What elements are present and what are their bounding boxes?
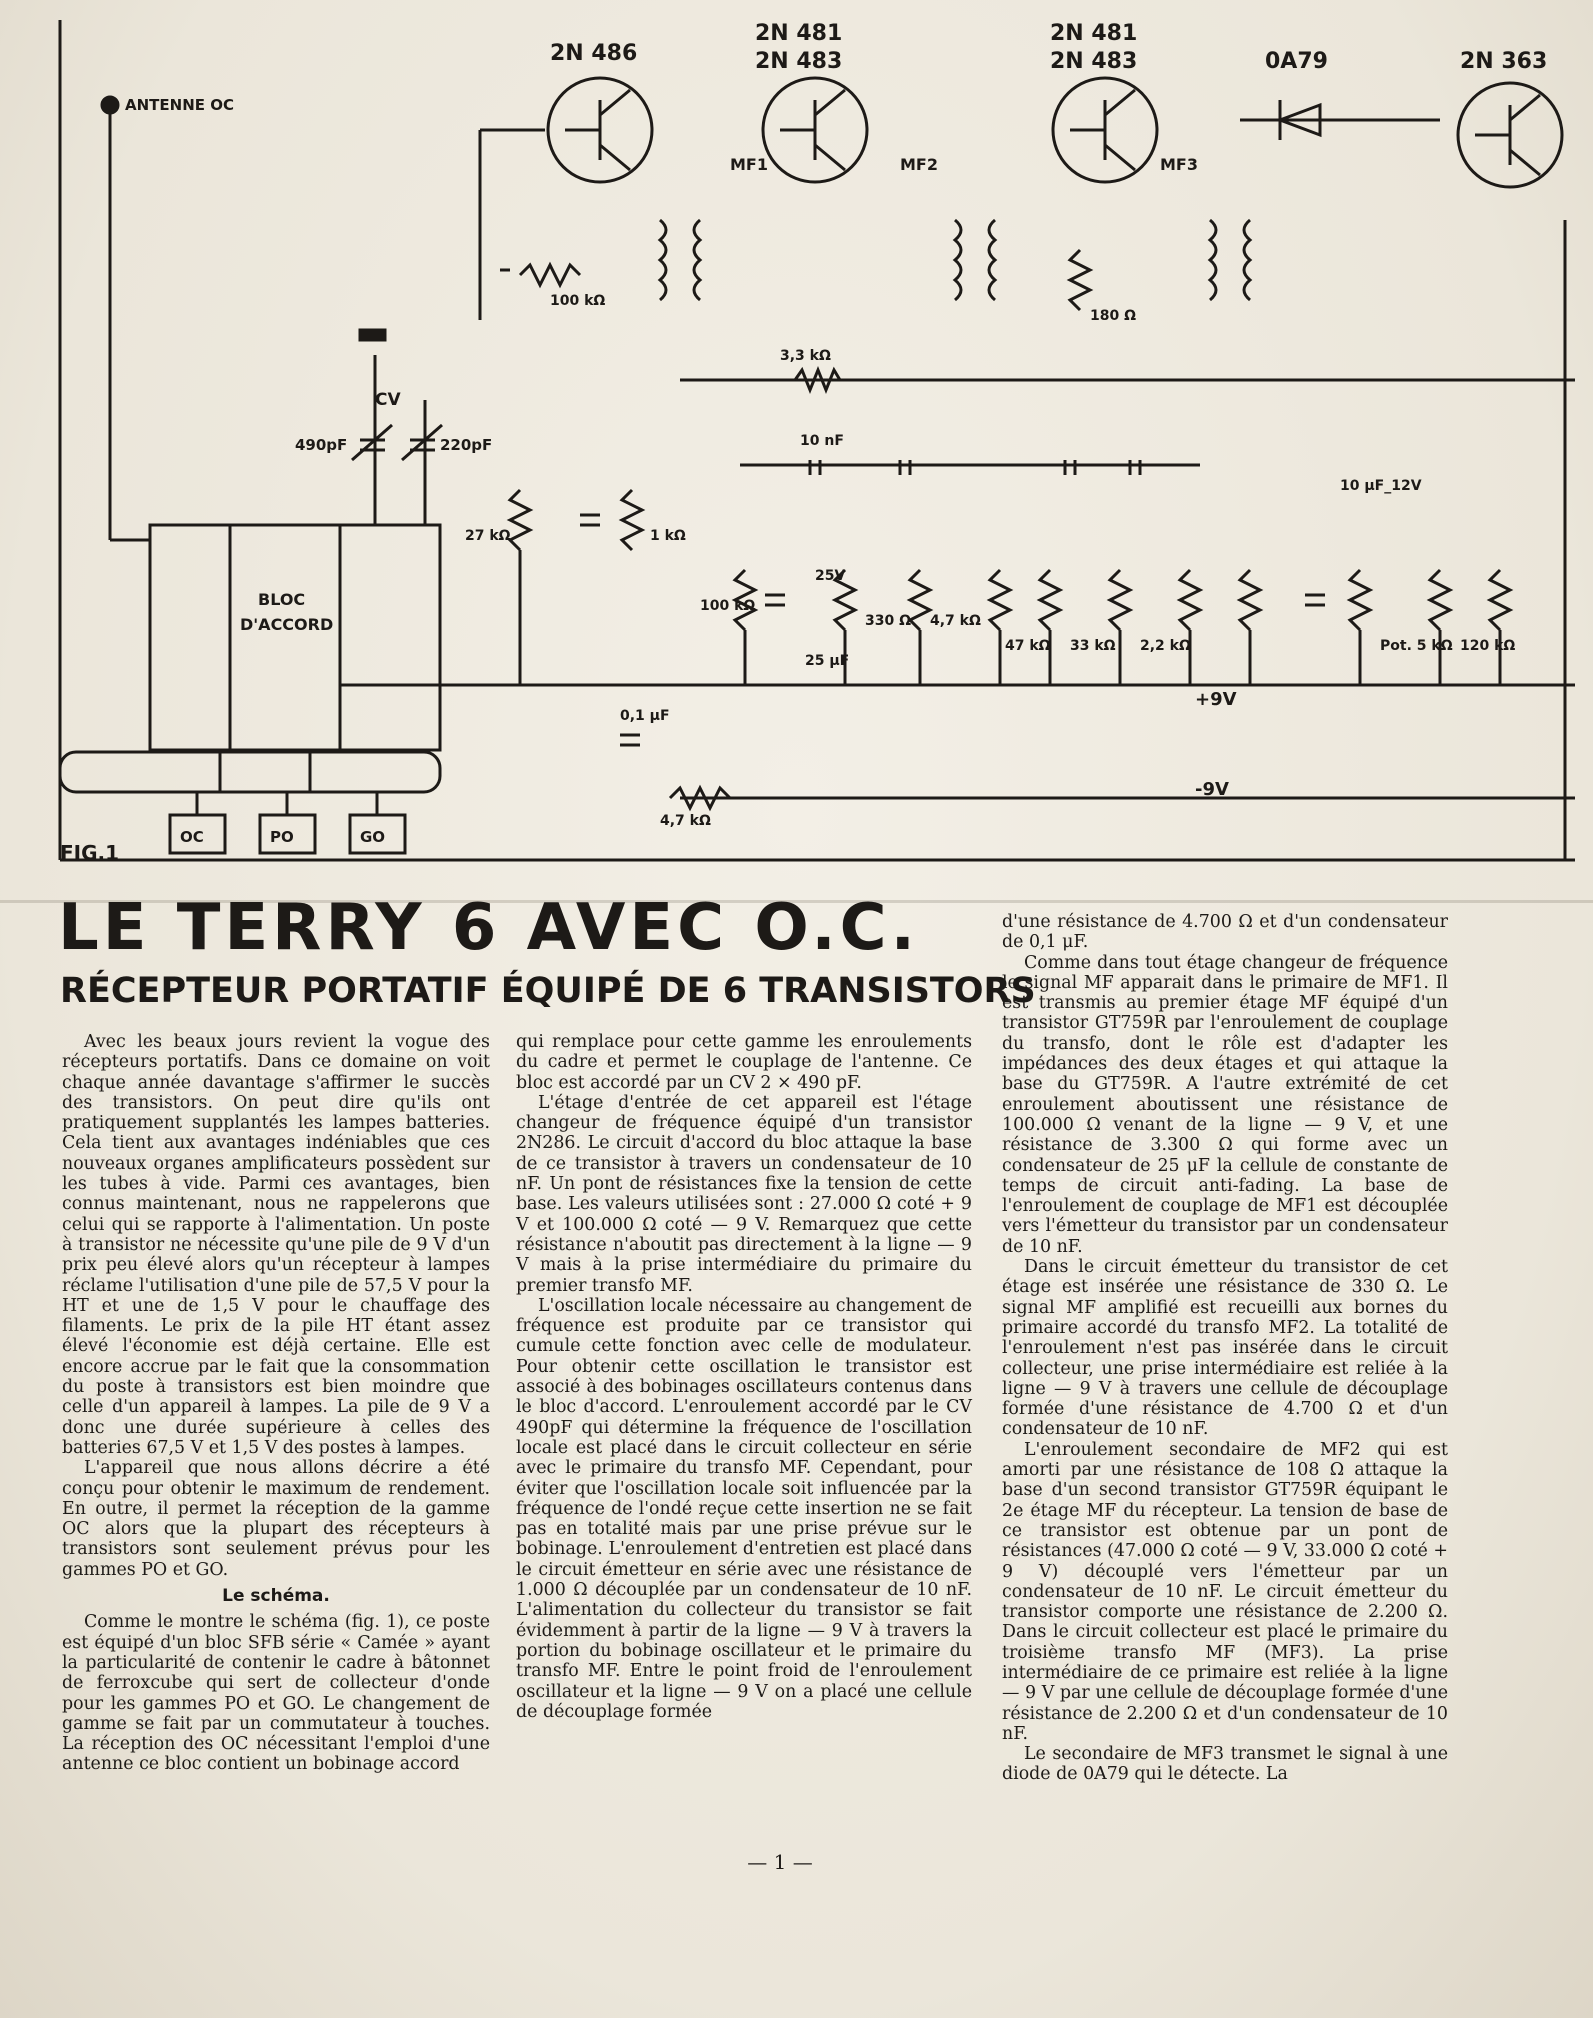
article-column-1 [62, 1032, 490, 1775]
mf1-label: MF1 [730, 155, 768, 174]
r-33k-label: 33 kΩ [1070, 638, 1116, 654]
c-25v-label: 25V [815, 568, 846, 584]
mf2-label: MF2 [900, 155, 938, 174]
c-0-1uf-label: 0,1 μF [620, 708, 670, 724]
mf3-label: MF3 [1160, 155, 1198, 174]
article-title: LE TERRY 6 AVEC O.C. [58, 891, 919, 965]
page-number: — 1 — [747, 1850, 813, 1874]
r-1k-label: 1 kΩ [650, 528, 686, 544]
r-180-label: 180 Ω [1090, 308, 1136, 324]
paragraph: Le secondaire de MF3 transmet le signal à une diode de 0A79 qui le détecte. La [1002, 1744, 1448, 1785]
minus-rail-label: -9V [1195, 779, 1229, 800]
c-25uf-label: 25 μF [805, 653, 850, 669]
r-4-7k-b-label: 4,7 kΩ [660, 813, 711, 829]
paragraph: Comme le montre le schéma (fig. 1), ce poste est équipé d'un bloc SFB série « Camée » ayant la particularité de contenir le cadre à bâtonnet de ferroxcube qui sert de collecteur d'onde pour les gammes PO et GO. Le changement de gamme se fait par un commutateur à touches. La réception des OC nécessitant l'emploi d'une antenne ce bloc contient un bobinage accord [62, 1612, 490, 1775]
bloc-label-1: BLOC [258, 590, 306, 609]
r-4-7k-label: 4,7 kΩ [930, 613, 981, 629]
cv-label: CV [375, 390, 401, 410]
paragraph: L'enroulement secondaire de MF2 qui est amorti par une résistance de 108 Ω attaque la base d'un second transistor GT759R équipant le 2e étage MF du récepteur. La tension de base de ce transistor est obtenue par un pont de résistances (47.000 Ω coté — 9 V, 33.000 Ω coté + 9 V) découplé vers l'émetteur par un condensateur de 10 nF. Le circuit émetteur du transistor comporte une résistance de 2.200 Ω. Dans le circuit collecteur est placé le primaire du troisième transfo MF (MF3). La prise intermédiaire de ce primaire est reliée à la ligne — 9 V par une cellule de découplage formée d'une résistance de 2.200 Ω et d'un condensateur de 10 nF. [1002, 1439, 1448, 1744]
r-100k-label: 100 kΩ [550, 293, 606, 309]
transistor-3-label: 2N 481 [1050, 21, 1138, 46]
transistor-2-alt-label: 2N 483 [755, 49, 843, 74]
switch-go-label: GO [360, 828, 386, 846]
switch-oc-label: OC [180, 828, 204, 846]
diode-label: 0A79 [1265, 49, 1328, 74]
pot-label: Pot. 5 kΩ [1380, 638, 1453, 654]
r-47k-label: 47 kΩ [1005, 638, 1051, 654]
cap-220-label: 220pF [440, 436, 493, 454]
paragraph: L'appareil que nous allons décrire a été conçu pour obtenir le maximum de rendement. En outre, il permet la réception de la gamme OC alors que la plupart des récepteurs à transistors sont seulement prévus pour les gammes PO et GO. [62, 1458, 490, 1580]
plus-rail-label: +9V [1195, 689, 1237, 710]
paragraph: qui remplace pour cette gamme les enroulements du cadre et permet le couplage de l'antenne. Ce bloc est accordé par un CV 2 × 490 pF. [516, 1032, 972, 1093]
bloc-label-2: D'ACCORD [240, 615, 334, 634]
c-10nf-label: 10 nF [800, 433, 844, 449]
r-330-label: 330 Ω [865, 613, 911, 629]
cap-490-label: 490pF [295, 436, 348, 454]
paragraph: Dans le circuit émetteur du transistor de cet étage est insérée une résistance de 330 Ω. Le signal MF amplifié est recueilli aux bornes du primaire accordé du transfo MF2. La totalité de l'enroulement n'est pas insérée dans le circuit collecteur, une prise intermédiaire est reliée à la ligne — 9 V à travers une cellule de découplage formée d'une résistance de 4.700 Ω et d'un condensateur de 10 nF. [1002, 1257, 1448, 1440]
article-subtitle: RÉCEPTEUR PORTATIF ÉQUIPÉ DE 6 TRANSISTORS [60, 971, 1036, 1011]
article-column-3 [1002, 912, 1448, 1785]
antenna-label: ANTENNE OC [125, 96, 234, 114]
r-100k-b-label: 100 kΩ [700, 598, 756, 614]
r-3-3k-label: 3,3 kΩ [780, 348, 831, 364]
schematic-svg [40, 20, 1575, 880]
paragraph: Avec les beaux jours revient la vogue des récepteurs portatifs. Dans ce domaine on voit chaque année davantage s'affirmer le succès des transistors. On peut dire qu'ils ont pratiquement supplantés les lampes batteries. Cela tient aux avantages indéniables que ces nouveaux organes amplificateurs possèdent sur les tubes à vide. Parmi ces avantages, bien connus maintenant, nous ne rappelerons que celui qui se rapporte à l'alimentation. Un poste à transistor ne nécessite qu'une pile de 9 V d'un prix peu élevé alors qu'un récepteur à lampes réclame l'utilisation d'une pile de 57,5 V pour la HT et une de 1,5 V pour le chauffage des filaments. Le prix de la pile HT étant assez élevé l'économie est déjà certaine. Elle est encore accrue par le fait que la consommation du poste à transistors est bien moindre que celle d'un appareil à lampes. La pile de 9 V a donc une durée supérieure à celles des batteries 67,5 V et 1,5 V des postes à lampes. [62, 1032, 490, 1458]
transistor-1-label: 2N 486 [550, 41, 638, 66]
transistor-3-alt-label: 2N 483 [1050, 49, 1138, 74]
paragraph: L'oscillation locale nécessaire au changement de fréquence est produite par ce transistor qui cumule cette fonction avec celle de modulateur. Pour obtenir cette oscillation le transistor est associé à des bobinages oscillateurs contenus dans le bloc d'accord. L'enroulement accordé par le CV 490pF qui détermine la fréquence de l'oscillation locale est placé dans le circuit collecteur en série avec le primaire du transfo MF. Cependant, pour éviter que l'oscillation locale soit influencée par la fréquence de l'ondé reçue cette insertion ne se fait pas en totalité mais par une prise prévue sur le bobinage. L'enroulement d'entretien est placé dans le circuit émetteur en série avec une résistance de 1.000 Ω découplée par un condensateur de 10 nF. L'alimentation du collecteur du transistor se fait évidemment à partir de la ligne — 9 V à travers la portion du bobinage oscillateur et le primaire du transfo MF. Entre le point froid de l'enroulement oscillateur et la ligne — 9 V on a placé une cellule de découplage formée [516, 1295, 972, 1722]
section-heading: Le schéma. [222, 1586, 330, 1607]
paragraph: d'une résistance de 4.700 Ω et d'un condensateur de 0,1 μF. [1002, 912, 1448, 953]
fig-label: FIG.1 [60, 841, 120, 865]
paragraph: Comme dans tout étage changeur de fréquence le signal MF apparait dans le primaire de MF1. Il est transmis au premier étage MF équipé d'un transistor GT759R par l'enroulement de couplage du transfo, dont le rôle est d'adapter les impédances des deux étages et qui attaque la base du GT759R. A l'autre extrémité de cet enroulement aboutissent une résistance de 100.000 Ω venant de la ligne — 9 V, et une résistance de 3.300 Ω qui forme avec un condensateur de 25 μF la cellule de constante de temps de circuit anti-fading. La base de l'enroulement de couplage de MF1 est découplée vers l'émetteur du transistor par un condensateur de 10 nF. [1002, 952, 1448, 1257]
article-column-2 [516, 1032, 972, 1722]
r-27k-label: 27 kΩ [465, 528, 511, 544]
r-2-2k-label: 2,2 kΩ [1140, 638, 1191, 654]
c-10uf-label: 10 μF_12V [1340, 478, 1422, 494]
switch-po-label: PO [270, 828, 294, 846]
transistor-2-label: 2N 481 [755, 21, 843, 46]
circuit-schematic [40, 20, 1575, 880]
paragraph: L'étage d'entrée de cet appareil est l'étage changeur de fréquence équipé d'un transistor 2N286. Le circuit d'accord du bloc attaque la base de ce transistor à travers un condensateur de 10 nF. Un pont de résistances fixe la tension de cette base. Les valeurs utilisées sont : 27.000 Ω coté + 9 V et 100.000 Ω coté — 9 V. Remarquez que cette résistance n'aboutit pas directement à la ligne — 9 V mais à la prise intermédiaire du primaire du premier transfo MF. [516, 1092, 972, 1296]
transistor-4-label: 2N 363 [1460, 49, 1548, 74]
r-120k-label: 120 kΩ [1460, 638, 1516, 654]
